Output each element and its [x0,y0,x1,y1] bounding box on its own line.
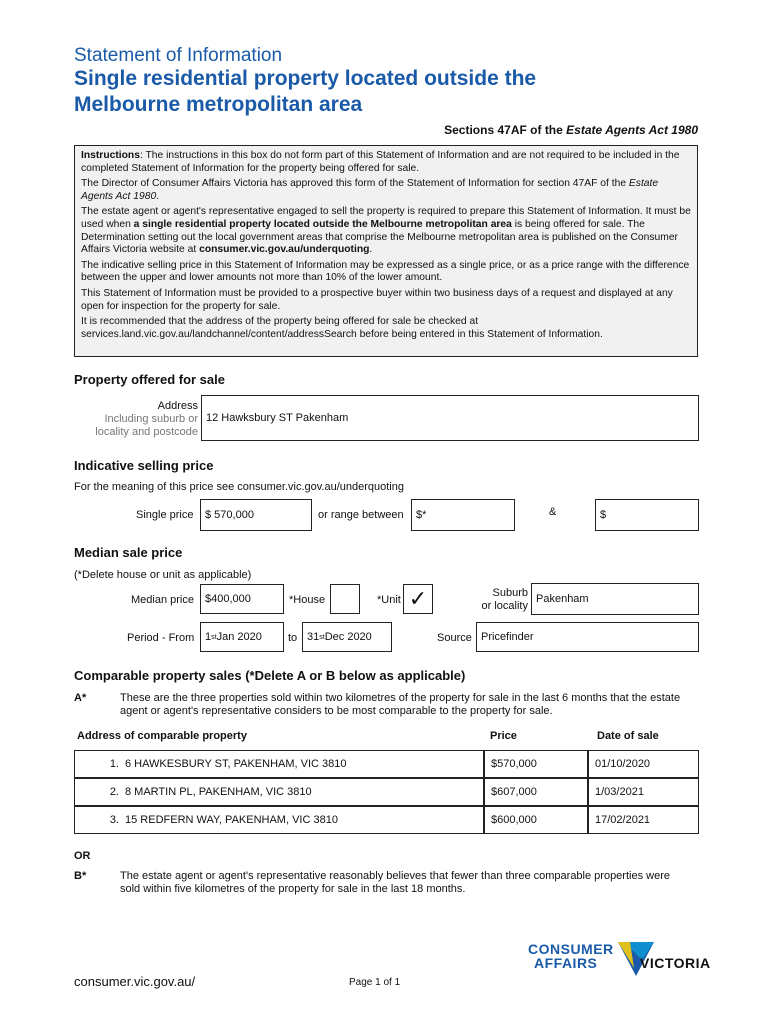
instructions-p5: This Statement of Information must be provided to a prospective buyer within two business days of a request and displayed at any open for inspection for the property for sale. [81,287,673,312]
row-number: 3. [109,814,119,826]
single-price-field[interactable]: $ 570,000 [200,499,312,531]
logo-line3: VICTORIA [640,955,711,971]
source-label: Source [437,632,472,644]
median-heading: Median sale price [74,545,183,560]
comparable-address-cell[interactable] [74,806,484,834]
row-address: 8 MARTIN PL, PAKENHAM, VIC 3810 [125,786,312,798]
comparable-date-cell[interactable]: 01/10/2020 [588,750,699,778]
instructions-p1 [81,150,691,175]
comparable-date-cell[interactable]: 1/03/2021 [588,778,699,806]
row-number: 1. [109,758,119,770]
property-address-field[interactable]: 12 Hawksbury ST Pakenham [201,395,699,441]
or-label: OR [74,850,91,862]
suburb-label-line2: or locality [481,600,528,612]
comparable-price-cell[interactable]: $570,000 [484,750,588,778]
suburb-field[interactable]: Pakenham [531,583,699,615]
to-day: 31 [307,631,320,643]
row-address: 15 REDFERN WAY, PAKENHAM, VIC 3810 [125,814,338,826]
instructions-p3b: a single residential property located outside the Melbourne metropolitan area [133,218,512,230]
instructions-p2a: The Director of Consumer Affairs Victoria has approved this form of the Statement of Information for section 47AF of the [81,178,629,190]
footer-url[interactable]: consumer.vic.gov.au/ [74,974,196,989]
range-high-field[interactable]: $ [595,499,699,531]
consumer-affairs-logo [528,940,711,980]
property-heading: Property offered for sale [74,372,225,387]
range-label: or range between [318,509,404,521]
document-title: Statement of Information [74,45,283,66]
comparable-price-cell[interactable]: $600,000 [484,806,588,834]
suburb-label [470,587,528,613]
underquoting-link[interactable]: consumer.vic.gov.au/underquoting [199,244,370,256]
address-label-line1: Address [157,400,198,412]
instructions-p2b: Estate Agents Act 1980 [81,178,659,202]
comparable-date-cell[interactable]: 17/02/2021 [588,806,699,834]
period-to-field[interactable] [302,622,392,652]
row-number: 2. [109,786,119,798]
col-price-header: Price [490,730,517,742]
address-label-line2: Including suburb or [104,413,198,425]
unit-label: *Unit [377,594,401,606]
col-address-header: Address of comparable property [77,730,247,742]
median-price-field[interactable]: $400,000 [200,584,284,614]
instructions-p4: The indicative selling price in this Statement of Information may be expressed as a single price, or as a price range with the difference between the upper and lower amounts not more than 10% of the lower amount. [81,259,690,284]
median-price-label: Median price [131,594,194,606]
range-low-field[interactable]: $* [411,499,515,531]
instructions-p3c: is being offered for sale. The Determination setting out the local government areas that comprise the Melbourne metropolitan area is published on the Consumer Affairs Victoria website at [81,218,678,256]
option-b-text: The estate agent or agent's representative reasonably believes that fewer than three comparable properties were sold within five kilometres of the property for sale in the last 18 months. [120,870,670,895]
instructions-p3 [81,206,691,256]
instructions-label: Instructions [81,150,140,161]
instructions-p2c: . [156,190,160,202]
instructions-p3e: . [369,244,373,256]
unit-checkbox[interactable] [403,584,433,614]
document-heading: Single residential property located outside the Melbourne metropolitan area [74,67,537,116]
from-sup: st [211,633,217,641]
comparable-price-cell[interactable]: $607,000 [484,778,588,806]
row-address: 6 HAWKESBURY ST, PAKENHAM, VIC 3810 [125,758,347,770]
period-to-label: to [288,632,298,644]
from-rest: Jan 2020 [216,631,262,643]
instructions-p1-text: : The instructions in this box do not form part of this Statement of Information and are not required to be included in the completed Statement of Information for the property being offered for sale. [81,150,680,174]
suburb-label-line1: Suburb [492,587,528,599]
col-date-header: Date of sale [597,730,659,742]
comparable-address-cell[interactable] [74,750,484,778]
address-label-line3: locality and postcode [95,426,198,438]
check-icon: ✓ [408,586,428,611]
from-day: 1 [205,631,212,643]
logo-line1: CONSUMER [528,941,614,957]
house-checkbox[interactable] [330,584,360,614]
option-a-text: These are the three properties sold within two kilometres of the property for sale in the last 6 months that the estate agent or agent's representative considers to be most comparable to the property for sale. [120,692,681,717]
option-b-label: B* [74,870,87,882]
logo-line2: AFFAIRS [534,955,598,971]
indicative-heading: Indicative selling price [74,458,214,473]
to-rest: Dec 2020 [324,631,372,643]
single-price-label: Single price [136,509,194,521]
instructions-p3a: The estate agent or agent's representative engaged to sell the property is required to prepare this Statement of Information. It must be used when [81,206,691,230]
period-from-field[interactable] [200,622,284,652]
median-note: (*Delete house or unit as applicable) [74,569,252,581]
range-ampersand: & [549,506,557,518]
instructions-box [74,145,698,357]
instructions-p6: It is recommended that the address of the property being offered for sale be checked at services.land.vic.gov.au/landchannel/content/addressSearch before being entered in this Statement of Information. [81,316,603,340]
to-sup: st [319,633,325,641]
indicative-note: For the meaning of this price see consumer.vic.gov.au/underquoting [74,481,404,493]
option-a-label: A* [74,692,87,704]
comparable-heading: Comparable property sales (*Delete A or B below as applicable) [74,668,466,683]
house-label: *House [289,594,326,606]
page-number: Page 1 of 1 [349,977,401,988]
instructions-p2 [81,178,691,203]
comparable-address-cell[interactable] [74,778,484,806]
source-field[interactable]: Pricefinder [476,622,699,652]
sections-prefix: Sections 47AF of the [444,123,567,137]
property-address-label [74,400,198,439]
sections-act: Estate Agents Act 1980 [566,123,698,137]
sections-reference [444,123,698,137]
period-label: Period - From [127,632,195,644]
